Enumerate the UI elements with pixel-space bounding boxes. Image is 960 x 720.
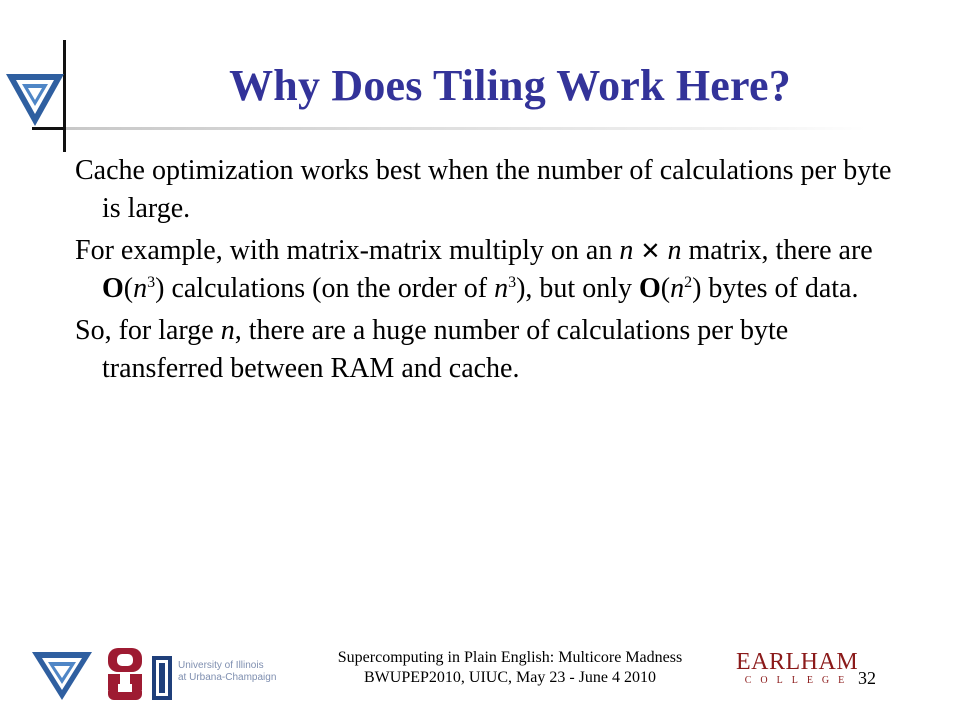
times-symbol: ✕	[640, 237, 661, 265]
text: For example, with matrix-matrix multiply on an	[75, 235, 620, 266]
footer-logos	[30, 640, 290, 710]
header-divider	[66, 127, 866, 130]
variable-n: n	[670, 273, 685, 304]
text: So, for large	[75, 315, 221, 346]
text: calculations (on the order of	[164, 273, 495, 304]
text: ), but only	[516, 273, 639, 304]
paragraph-large-n	[75, 312, 905, 388]
paren: )	[155, 273, 165, 304]
uiuc-wordmark	[178, 660, 298, 684]
variable-n: n	[667, 235, 682, 266]
exponent: 3	[508, 274, 517, 291]
paragraph-cache-optimization: Cache optimization works best when the number of calculations per byte is large.	[75, 155, 892, 224]
triangle-logo-icon	[30, 650, 94, 702]
page-number: 32	[858, 668, 876, 688]
footer-line-2: BWUPEP2010, UIUC, May 23 - June 4 2010	[364, 669, 656, 686]
uiuc-line-1: University of Illinois	[178, 660, 264, 671]
uiuc-logo-icon	[152, 656, 172, 700]
triangle-logo-icon	[4, 70, 66, 128]
slide-body	[75, 152, 905, 392]
ou-logo-icon	[104, 646, 146, 702]
paren: )	[692, 273, 702, 304]
variable-n: n	[220, 315, 235, 346]
slide-title: Why Does Tiling Work Here?	[229, 61, 791, 110]
paren: (	[660, 273, 671, 304]
text: bytes of data.	[701, 273, 859, 304]
text: , there are a huge number of calculations per byte transferred between RAM and cache.	[102, 315, 789, 384]
variable-n: n	[133, 273, 148, 304]
variable-n: n	[619, 235, 634, 266]
variable-n: n	[494, 273, 509, 304]
uiuc-line-2: at Urbana-Champaign	[178, 672, 277, 683]
exponent: 2	[684, 274, 693, 291]
footer-line-1: Supercomputing in Plain English: Multicore Madness	[337, 649, 683, 666]
paren: (	[123, 273, 134, 304]
exponent: 3	[147, 274, 156, 291]
big-o: O	[638, 273, 661, 304]
college-wordmark: COLLEGE	[744, 675, 854, 686]
earlham-wordmark: EARLHAM	[736, 649, 859, 675]
earlham-logo	[736, 649, 859, 688]
paragraph-matrix-example	[75, 232, 905, 308]
big-o: O	[102, 273, 124, 304]
footer-caption	[300, 648, 720, 688]
text: matrix, there are	[681, 235, 873, 266]
